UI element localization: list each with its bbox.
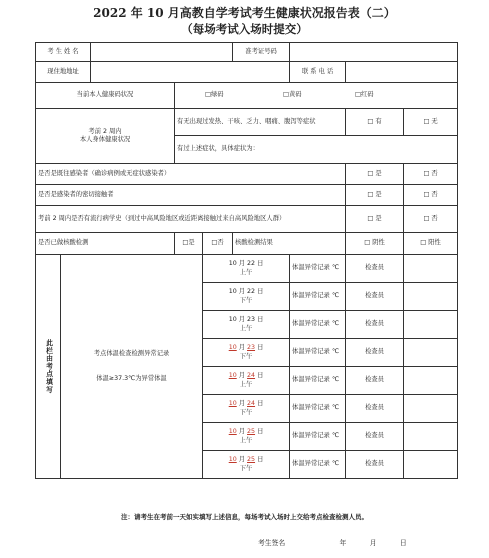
slot-record-4[interactable]: 体温异常记录 ℃ xyxy=(290,367,346,395)
slot-date-2: 10 月 23 日 上午 xyxy=(203,311,290,339)
nucleic-result-label: 核酸检测结果 xyxy=(233,233,346,255)
signature-year: 年 xyxy=(339,539,347,547)
health-code-options xyxy=(175,83,458,109)
slot-date-3: 10 月 23 日 下午 xyxy=(203,339,290,367)
form-title: 2022 年 10 月高教自学考试考生健康状况报告表（二） xyxy=(93,6,396,20)
symptoms-yes[interactable]: □ 有 xyxy=(346,109,404,136)
slot-inspector-5: 检查员 xyxy=(346,395,404,423)
slot-record-0[interactable]: 体温异常记录 ℃ xyxy=(290,255,346,283)
footer-note: 注：请考生在考前一天如实填写上述信息，每场考试入场时上交给考点检查检测人员。 xyxy=(121,513,368,521)
signature-day: 日 xyxy=(399,539,407,547)
past-infection-yes[interactable]: □ 是 xyxy=(346,164,404,185)
question-epidemiology: 考前 2 周内是否有流行病学史（到过中高风险地区或近距离接触过来自高风险地区人群） xyxy=(36,206,346,233)
health-report-table xyxy=(35,42,458,479)
symptoms-no[interactable]: □ 无 xyxy=(404,109,458,136)
close-contact-no[interactable]: □ 否 xyxy=(404,185,458,206)
slot-sign-5[interactable] xyxy=(404,395,458,423)
slot-date-6: 10 月 25 日 上午 xyxy=(203,423,290,451)
name-label: 考 生 姓 名 xyxy=(36,43,91,62)
slot-inspector-6: 检查员 xyxy=(346,423,404,451)
symptoms-label: 考前 2 周内 本人身体健康状况 xyxy=(36,109,175,164)
slot-sign-2[interactable] xyxy=(404,311,458,339)
slot-date-4: 10 月 24 日 上午 xyxy=(203,367,290,395)
slot-sign-4[interactable] xyxy=(404,367,458,395)
slot-inspector-4: 检查员 xyxy=(346,367,404,395)
slot-sign-7[interactable] xyxy=(404,451,458,479)
question-close-contact: 是否是感染者的密切接触者 xyxy=(36,185,346,206)
health-code-yellow[interactable]: □黄码 xyxy=(283,91,302,99)
ticket-label: 准考证号码 xyxy=(233,43,290,62)
slot-date-5: 10 月 24 日 下午 xyxy=(203,395,290,423)
symptoms-question: 有无出现过发热、干咳、乏力、咽痛、腹泻等症状 xyxy=(175,109,346,136)
health-code-label: 当前本人健康码状况 xyxy=(36,83,175,109)
nucleic-no[interactable]: □否 xyxy=(203,233,233,255)
signature-label: 考生签名 xyxy=(258,539,286,547)
slot-record-2[interactable]: 体温异常记录 ℃ xyxy=(290,311,346,339)
slot-sign-6[interactable] xyxy=(404,423,458,451)
temp-explain-cell xyxy=(61,255,203,479)
close-contact-yes[interactable]: □ 是 xyxy=(346,185,404,206)
address-field[interactable] xyxy=(91,62,290,83)
health-code-red[interactable]: □红码 xyxy=(355,91,374,99)
name-field[interactable] xyxy=(91,43,233,62)
form-subtitle: （每场考试入场时提交） xyxy=(181,22,308,36)
signature-month: 月 xyxy=(369,539,377,547)
slot-sign-0[interactable] xyxy=(404,255,458,283)
slot-record-6[interactable]: 体温异常记录 ℃ xyxy=(290,423,346,451)
slot-inspector-0: 检查员 xyxy=(346,255,404,283)
temp-row xyxy=(36,255,458,283)
phone-label: 联 系 电 话 xyxy=(290,62,346,83)
signature-line xyxy=(258,537,407,547)
slot-date-0: 10 月 22 日 上午 xyxy=(203,255,290,283)
slot-date-7: 10 月 25 日 下午 xyxy=(203,451,290,479)
nucleic-negative[interactable]: □ 阴性 xyxy=(346,233,404,255)
nucleic-positive[interactable]: □ 阳性 xyxy=(404,233,458,255)
slot-inspector-1: 检查员 xyxy=(346,283,404,311)
nucleic-yes[interactable]: □是 xyxy=(175,233,203,255)
slot-sign-3[interactable] xyxy=(404,339,458,367)
phone-field[interactable] xyxy=(346,62,458,83)
slot-record-7[interactable]: 体温异常记录 ℃ xyxy=(290,451,346,479)
epidemiology-yes[interactable]: □ 是 xyxy=(346,206,404,233)
side-label-cell xyxy=(36,255,61,479)
slot-record-3[interactable]: 体温异常记录 ℃ xyxy=(290,339,346,367)
question-past-infection: 是否是既往感染者（确诊病例或无症状感染者） xyxy=(36,164,346,185)
past-infection-no[interactable]: □ 否 xyxy=(404,164,458,185)
slot-inspector-2: 检查员 xyxy=(346,311,404,339)
side-label: 此栏由考点填写 xyxy=(44,339,53,394)
symptoms-detail[interactable]: 有过上述症状，具体症状为： xyxy=(175,136,458,164)
slot-inspector-3: 检查员 xyxy=(346,339,404,367)
ticket-field[interactable] xyxy=(290,43,458,62)
address-label: 现住地地址 xyxy=(36,62,91,83)
nucleic-label: 是否已做核酸检测 xyxy=(36,233,175,255)
slot-date-1: 10 月 22 日 下午 xyxy=(203,283,290,311)
slot-record-1[interactable]: 体温异常记录 ℃ xyxy=(290,283,346,311)
slot-record-5[interactable]: 体温异常记录 ℃ xyxy=(290,395,346,423)
temp-explain-2: 体温≥37.3℃为异常体温 xyxy=(96,375,167,382)
slot-inspector-7: 检查员 xyxy=(346,451,404,479)
temp-explain-1: 考点体温检查检测异常记录 xyxy=(93,349,170,357)
health-code-green[interactable]: □绿码 xyxy=(205,91,224,99)
slot-sign-1[interactable] xyxy=(404,283,458,311)
epidemiology-no[interactable]: □ 否 xyxy=(404,206,458,233)
